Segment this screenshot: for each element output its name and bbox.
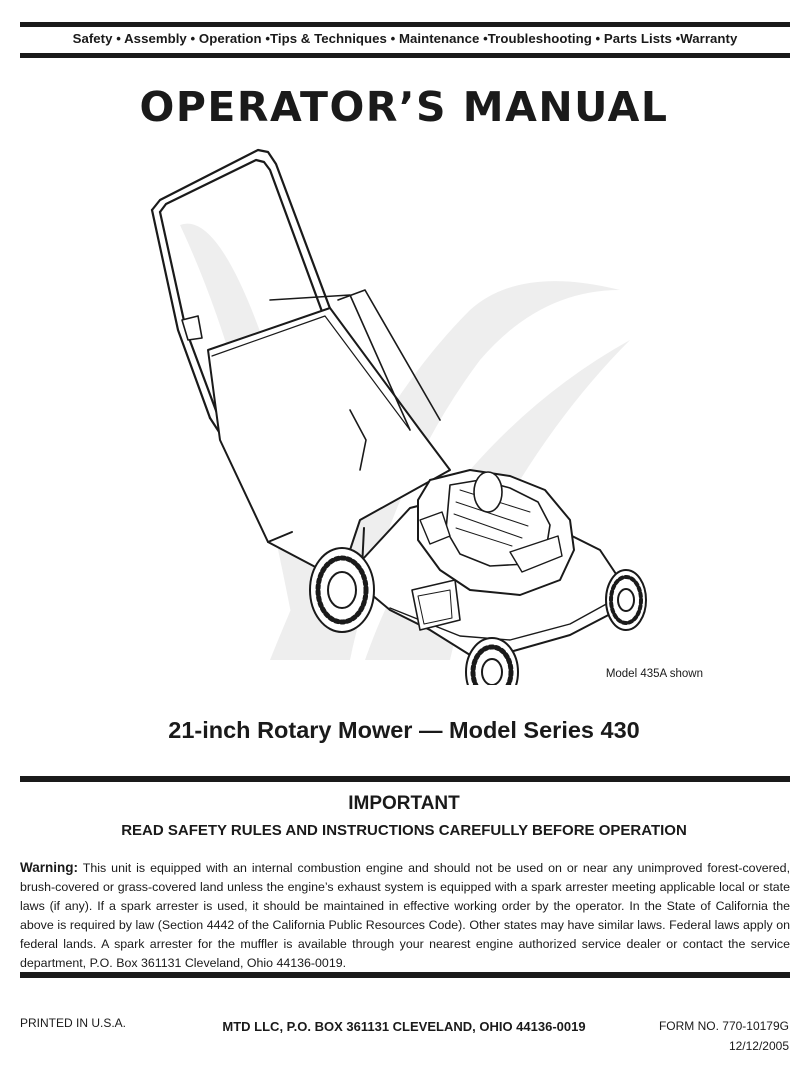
top-rule bbox=[20, 22, 790, 27]
form-number: FORM NO. 770-10179G bbox=[658, 1019, 789, 1033]
topic-list: Safety • Assembly • Operation •Tips & Techniques • Maintenance •Troubleshooting • Parts Lists •Warranty bbox=[72, 31, 738, 46]
warning-text: This unit is equipped with an internal combustion engine and should not be used on or near any unimproved forest-covered, brush-covered or grass-covered land unless the engine’s exhaust system is equipped with a spark arrester meeting applicable local or state laws (if any). If a spark arrester is used, it should be maintained in effective working order by the operator. In the State of California the above is required by law (Section 4442 of the California Public Resources Code). Other states may have similar laws. Federal laws apply on federal lands. A spark arrester for the muffler is available through your nearest engine authorized service dealer or contact the service department, P.O. Box 361131 Cleveland, Ohio 44136-0019. bbox=[20, 861, 791, 970]
section-rule bbox=[20, 776, 790, 782]
company-address: MTD LLC, P.O. BOX 361131 CLEVELAND, OHIO 44136-0019 bbox=[222, 1019, 586, 1034]
warning-label: Warning: bbox=[20, 860, 78, 875]
nav-rule bbox=[20, 53, 790, 58]
printed-location: PRINTED IN U.S.A. bbox=[20, 1016, 127, 1030]
illustration-caption: Model 435A shown bbox=[605, 668, 703, 680]
lawn-mower-illustration bbox=[150, 140, 670, 685]
warning-paragraph bbox=[20, 858, 790, 973]
form-date: 12/12/2005 bbox=[728, 1039, 789, 1053]
form-info bbox=[659, 1016, 789, 1056]
bottom-rule bbox=[20, 972, 790, 978]
manual-title: OPERATOR’S MANUAL bbox=[139, 83, 669, 131]
safety-instruction: READ SAFETY RULES AND INSTRUCTIONS CAREFULLY BEFORE OPERATION bbox=[121, 822, 687, 839]
important-heading: IMPORTANT bbox=[348, 793, 460, 814]
product-subtitle: 21-inch Rotary Mower — Model Series 430 bbox=[168, 717, 640, 743]
